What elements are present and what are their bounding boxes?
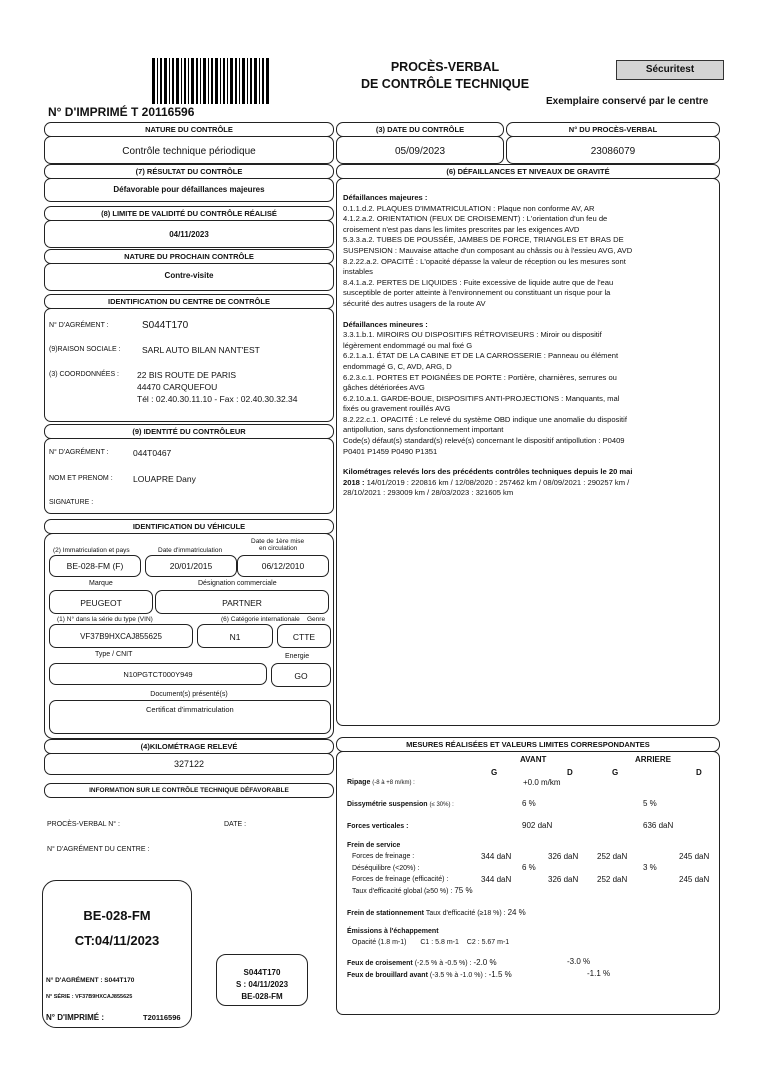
prochain-header: NATURE DU PROCHAIN CONTRÔLE [44,249,334,264]
type-value: N10PGTCT000Y949 [123,670,193,679]
dissym-label: Dissymétrie suspension [347,801,428,808]
vignette-ct-date: CT:04/11/2023 [74,933,160,948]
vignette-agrement: N° D'AGRÉMENT : S044T170 [46,977,135,984]
deseq-ar: 3 % [643,863,657,872]
kilometrage-value: 327122 [173,759,205,769]
date-header: (3) DATE DU CONTRÔLE [336,122,504,137]
type-field [49,663,267,685]
documents-field [49,700,331,734]
ff-arg: 252 daN [597,852,628,861]
designation-label: Désignation commerciale [198,580,277,587]
validite-header: (8) LIMITE DE VALIDITÉ DU CONTRÔLE RÉALISÉ [44,206,334,221]
controleur-nom-value: LOUAPRE Dany [133,474,196,484]
majeures-list [343,204,715,310]
ffe-ard: 245 daN [679,875,710,884]
mineures-title: Défaillances mineures : [343,319,428,329]
defaillance-line: 3.3.1.b.1. MIROIRS OU DISPOSITIFS RÉTROVISEURS : Miroir ou dispositif [343,330,602,340]
ripage-limit: (-8 à +8 m/km) : [372,780,415,786]
brouillard-label: Feux de brouillard avant [347,972,428,979]
premiere-field [237,555,329,577]
vignette-serie: N° SÉRIE : VF37B9HXCAJ855625 [46,994,133,1000]
validite-box [44,220,334,248]
imprime-number: N° D'IMPRIMÉ T 20116596 [48,105,195,119]
categorie-field [197,624,273,648]
defaillance-line: fixés ou gravement rouillés AVG [343,404,451,414]
ffe-label: Forces de freinage (efficacité) : [352,876,449,883]
stamp-line2: S : 04/11/2023 [235,980,289,989]
energie-value: GO [294,671,308,681]
mesures-avg: G [491,768,498,777]
kilometrage-header: (4)KILOMÉTRAGE RELEVÉ [44,739,334,754]
croisement-d: -3.0 % [567,957,591,966]
defaillance-line: 6.2.1.a.1. ÉTAT DE LA CABINE ET DE LA CARROSSERIE : Panneau ou élément [343,351,619,361]
brouillard-d: -1.1 % [587,969,611,978]
opacite-label: Opacité (1.8 m-1) [352,939,407,946]
vignette-plate: BE-028-FM [83,908,151,923]
opacite-c2: C2 : 5.67 m-1 [466,939,510,946]
date-immat-field [145,555,237,577]
defaillance-line: instables [343,267,373,277]
dissym-ar: 5 % [643,799,657,808]
genre-label: Genre [307,616,326,623]
nature-header: NATURE DU CONTRÔLE [44,122,334,137]
brouillard-row [347,970,512,979]
centre-header: IDENTIFICATION DU CENTRE DE CONTRÔLE [44,294,334,309]
ff-avd: 326 daN [548,852,579,861]
ff-label: Forces de freinage : [352,853,415,860]
marque-label: Marque [89,580,113,587]
date-value: 05/09/2023 [394,146,446,157]
controleur-agrement-value: 044T0467 [133,448,172,458]
dissym-row [347,801,454,808]
stamp [216,954,308,1006]
centre-agrement-label: N° D'AGRÉMENT : [49,322,109,329]
brouillard-limit: (-3.5 % à -1.0 %) : [429,972,487,979]
defaillance-line: 6.2.3.c.1. PORTES ET POIGNÉES DE PORTE : Portière, charnières, serrures ou [343,372,617,382]
mesures-avant: AVANT [520,755,547,764]
defaillance-line: susceptible de porter atteinte à l'environnement ou constituant un risque pour la [343,288,611,298]
defaillances-box [336,178,720,726]
prochain-box [44,263,334,291]
centre-phone: Tél : 02.40.30.11.10 - Fax : 02.40.30.32.34 [137,394,298,404]
documents-value: Certificat d'immatriculation [146,705,234,714]
croisement-limit: (-2.5 % à -0.5 %) : [414,960,472,967]
genre-field [277,624,331,648]
vin-value: VF37B9HXCAJ855625 [80,632,162,641]
majeures-title: Défaillances majeures : [343,193,428,202]
stationnement-value: 24 % [507,908,526,917]
page-title-line1: PROCÈS-VERBAL [390,60,500,74]
brouillard-g: -1.5 % [488,970,512,979]
genre-value: CTTE [292,632,316,642]
croisement-g: -2.0 % [473,958,497,967]
resultat-value: Défavorable pour défaillances majeures [113,185,265,194]
immat-label: (2) Immatriculation et pays [53,547,130,554]
pv-header: N° DU PROCÈS-VERBAL [506,122,720,137]
centre-address1: 22 BIS ROUTE DE PARIS [137,370,237,380]
defaillance-line: Code(s) défaut(s) standard(s) relevé(s) concernant le dispositif antipollution : P0409 [343,436,625,446]
info-pv-label: PROCÈS-VERBAL N° : [47,821,120,828]
vignette-imprime-value: T20116596 [143,1013,181,1022]
mesures-arriere: ARRIERE [635,755,672,764]
stationnement-label: Frein de stationnement [347,910,425,917]
immat-value: BE-028-FM (F) [66,561,124,571]
centre-coord-label: (3) COORDONNÉES : [49,371,120,378]
resultat-header: (7) RÉSULTAT DU CONTRÔLE [44,164,334,179]
vignette [42,880,192,1028]
emissions-title: Émissions à l'échappement [347,928,439,935]
vehicule-header: IDENTIFICATION DU VÉHICULE [44,519,334,534]
croisement-row [347,958,497,967]
ripage-row [347,779,415,786]
km-title-year: 2018 : [343,477,365,487]
defaillances-header: (6) DÉFAILLANCES ET NIVEAUX DE GRAVITÉ [336,164,720,179]
ffe-arg: 252 daN [597,875,628,884]
categorie-label: (6) Catégorie internationale [221,616,300,623]
mesures-arg: G [612,768,619,777]
km-history-line2: 28/10/2021 : 293009 km / 28/03/2023 : 321605 km [343,488,514,498]
controleur-nom-label: NOM ET PRENOM : [49,475,113,482]
controleur-header: (9) IDENTITÉ DU CONTRÔLEUR [44,424,334,439]
prochain-value: Contre-visite [164,271,214,280]
croisement-label: Feux de croisement [347,960,413,967]
ff-ard: 245 daN [679,852,710,861]
kilometrage-box [44,753,334,775]
marque-field [49,590,153,614]
defaillance-line: sécurité des autres usagers de la route AV [343,298,486,308]
nature-value: Contrôle technique périodique [122,146,256,157]
mesures-box [336,751,720,1015]
km-line1: 14/01/2019 : 220816 km / 12/08/2020 : 257462 km / 08/09/2021 : 290257 km / [364,477,630,487]
stationnement-limit: Taux d'efficacité (≥18 %) : [425,910,506,917]
pv-value: 23086079 [590,146,636,157]
type-label: Type / CNIT [95,651,133,658]
ripage-label: Ripage [347,779,371,786]
premiere-label-2: en circulation [259,545,298,552]
date-immat-label: Date d'immatriculation [158,547,223,554]
taux-value: 75 % [454,886,473,895]
defaillance-line: 8.4.1.a.2. PERTES DE LIQUIDES : Fuite excessive de liquide autre que de l'eau [343,277,614,287]
designation-value: PARTNER [222,598,262,608]
page-title-line2: DE CONTRÔLE TECHNIQUE [360,77,530,91]
designation-field [155,590,329,614]
mesures-header: MESURES RÉALISÉES ET VALEURS LIMITES CORRESPONDANTES [336,737,720,752]
defaillance-line: 5.3.3.a.2. TUBES DE POUSSÉE, JAMBES DE FORCE, TRIANGLES ET BRAS DE [343,235,624,245]
centre-raison-label: (9)RAISON SOCIALE : [49,346,121,353]
taux-label: Taux d'efficacité global (≥50 %) : [352,888,453,895]
opacite-row [352,939,509,946]
opacite-c1: C1 : 5.8 m-1 [420,939,459,946]
defaillance-line: croisement n'est pas dans les limites prescrites par les exigences AVD [343,224,580,234]
copy-note: Exemplaire conservé par le centre [546,96,709,107]
defaillance-line: 6.2.10.a.1. GARDE-BOUE, DISPOSITIFS ANTI-PROJECTIONS : Manquants, mal [343,393,620,403]
forces-ar: 636 daN [643,821,674,830]
defaillance-line: P0401 P1459 P0490 P1351 [343,446,438,456]
frein-title: Frein de service [347,842,401,849]
brand-badge: Sécuritest [616,60,724,80]
defaillance-line: gâches détériorées AVG [343,383,425,393]
immat-field [49,555,141,577]
km-history-line1 [343,478,715,489]
controleur-agrement-label: N° D'AGRÉMENT : [49,449,109,456]
forces-av: 902 daN [522,821,553,830]
mesures-ard: D [696,768,702,777]
validite-value: 04/11/2023 [169,230,209,239]
centre-agrement-value: S044T170 [142,320,189,331]
stationnement-row [347,908,526,917]
controleur-box [44,438,334,514]
energie-field [271,663,331,687]
info-date-label: DATE : [224,821,247,828]
defaillance-line: endommagé G, C, AVD, ARG, D [343,361,452,371]
info-agrement-label: N° D'AGRÉMENT DU CENTRE : [47,846,150,853]
ripage-value: +0.0 m/km [523,778,561,787]
premiere-label-1: Date de 1ère mise [251,538,305,545]
defaillance-line: légèrement endommagé ou mal fixé G [343,340,473,350]
dissym-limit: (≤ 30%) : [429,802,454,808]
mesures-avd: D [567,768,573,777]
deseq-label: Déséquilibre (<20%) : [352,865,420,872]
centre-box [44,308,334,422]
barcode [152,58,270,104]
forces-label: Forces verticales : [347,823,409,830]
deseq-av: 6 % [522,863,536,872]
info-defavorable-header: INFORMATION SUR LE CONTRÔLE TECHNIQUE DÉFAVORABLE [44,783,334,798]
defaillance-line: 8.2.22.a.2. OPACITÉ : L'opacité dépasse la valeur de réception ou les mesures sont [343,256,626,266]
date-immat-value: 20/01/2015 [169,561,213,571]
pv-box [506,136,720,164]
date-box [336,136,504,164]
centre-address2: 44470 CARQUEFOU [137,382,218,392]
vin-label: (1) N° dans la série du type (VIN) [57,616,153,623]
stamp-line1: S044T170 [243,968,281,977]
nature-box [44,136,334,164]
defaillance-line: 4.1.2.a.2. ORIENTATION (FEUX DE CROISEMENT) : L'orientation d'un feu de [343,214,608,224]
defaillance-line: antipollution, sans dysfonctionnement important [343,425,504,435]
mineures-list [343,330,715,457]
categorie-value: N1 [229,632,241,642]
ff-avg: 344 daN [481,852,512,861]
defaillance-line: SUSPENSION : Mauvaise attache d'un composant au châssis ou à l'essieu AVG, AVD [343,245,633,255]
premiere-value: 06/12/2010 [261,561,305,571]
documents-label: Document(s) présenté(s) [150,691,228,698]
resultat-box [44,178,334,202]
centre-raison-value: SARL AUTO BILAN NANT'EST [142,345,260,355]
marque-value: PEUGEOT [80,598,122,608]
vignette-imprime-label: N° D'IMPRIMÉ : [46,1013,104,1022]
vehicule-box [44,533,334,739]
taux-row [352,886,473,895]
energie-label: Energie [285,653,310,660]
dissym-av: 6 % [522,799,536,808]
ffe-avd: 326 daN [548,875,579,884]
defaillance-line: 0.1.1.d.2. PLAQUES D'IMMATRICULATION : Plaque non conforme AV, AR [343,203,595,213]
defaillance-line: 8.2.22.c.1. OPACITÉ : Le relevé du système OBD indique une anomalie du dispositif [343,414,627,424]
ffe-avg: 344 daN [481,875,512,884]
stamp-line3: BE-028-FM [241,992,283,1001]
vin-field [49,624,193,648]
controleur-signature-label: SIGNATURE : [49,499,94,506]
km-title: Kilométrages relevés lors des précédents contrôles techniques depuis le 20 mai [343,467,633,477]
